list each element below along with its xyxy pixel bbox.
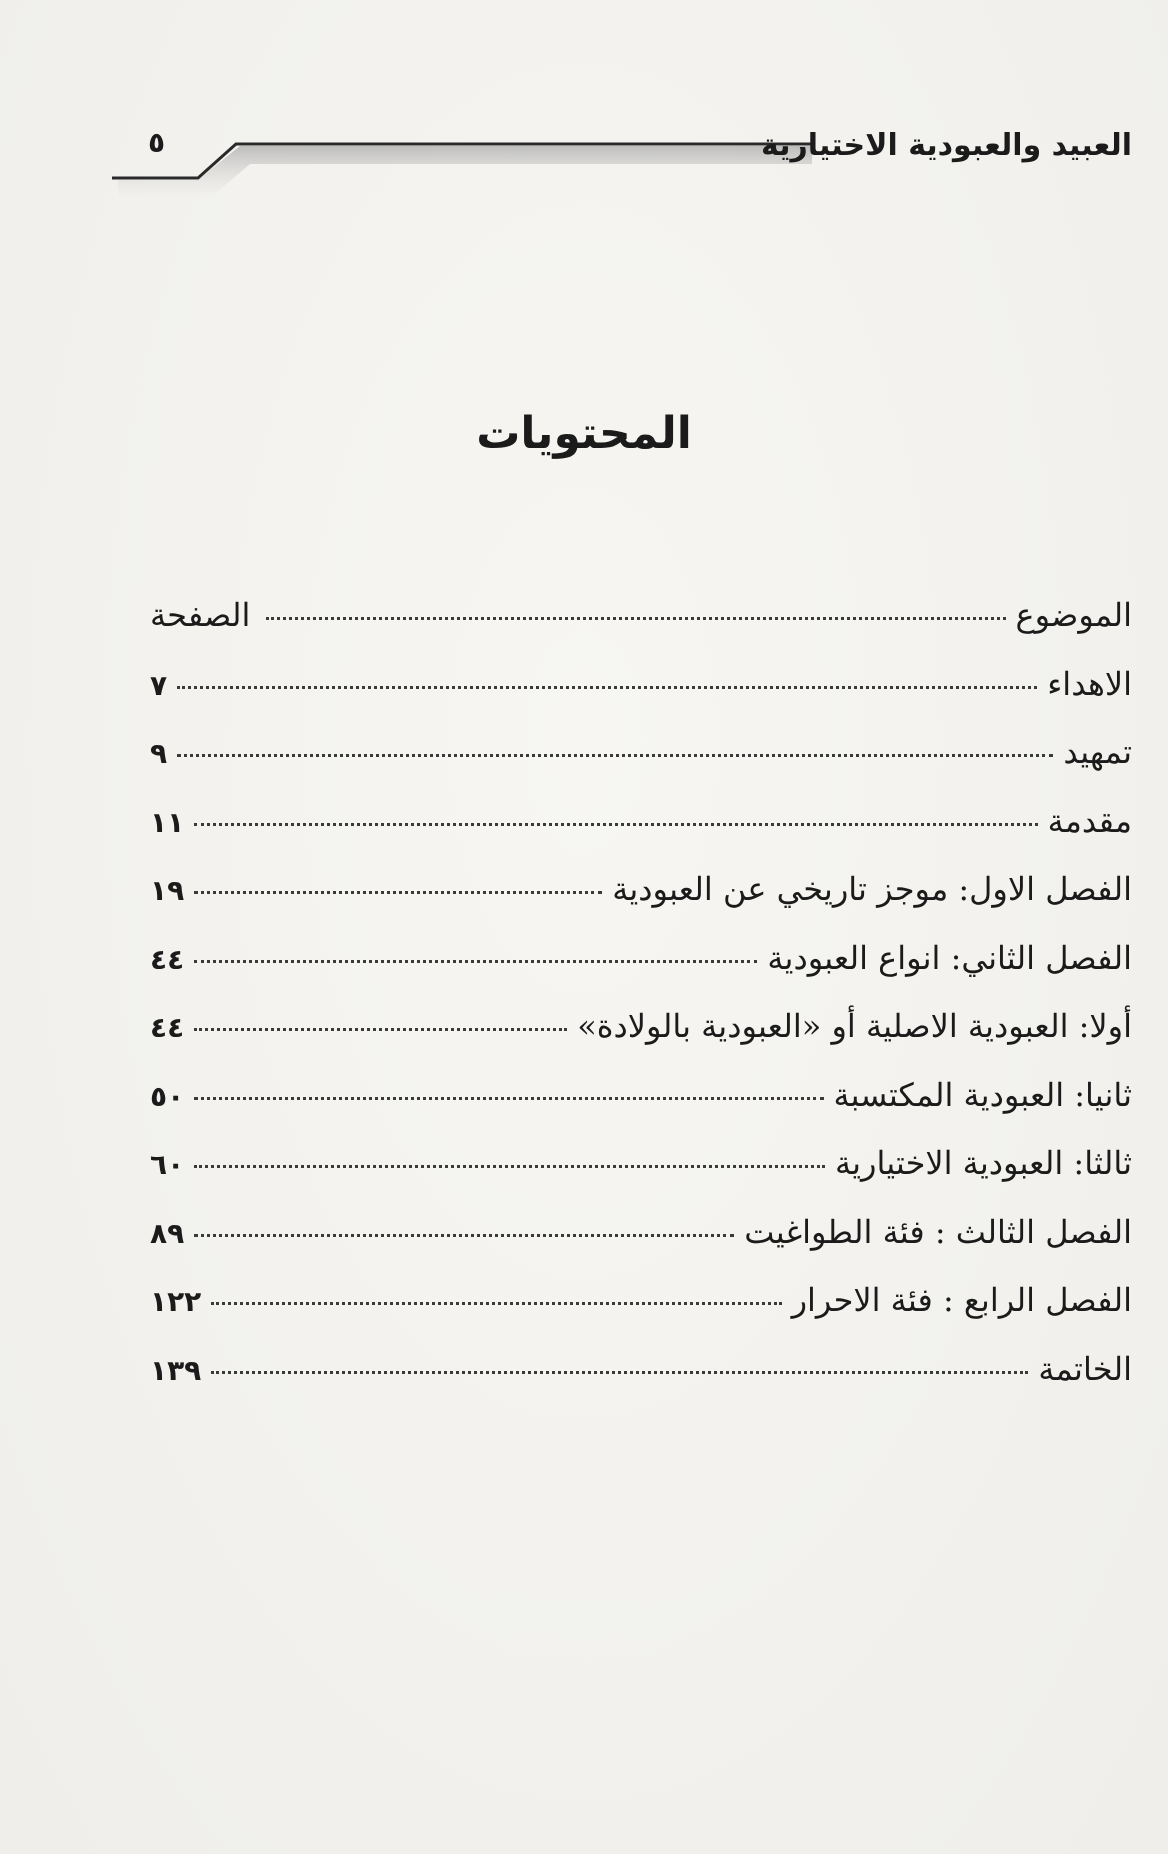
dot-leader (194, 1234, 734, 1237)
toc-entry[interactable] (150, 1350, 1132, 1419)
toc-entry-page-number: ١٢٢ (150, 1285, 202, 1318)
toc-entry-label: الفصل الثاني: انواع العبودية (767, 938, 1132, 977)
dot-leader (194, 891, 602, 894)
dot-leader (194, 960, 757, 963)
toc-entry-page-number: ١٩ (150, 874, 185, 907)
toc-entry-label: مقدمة (1047, 801, 1132, 840)
toc-entry[interactable] (150, 870, 1132, 939)
running-header (0, 118, 1168, 208)
toc-entry-label: الفصل الثالث : فئة الطواغيت (744, 1212, 1132, 1251)
dot-leader (211, 1302, 781, 1305)
dot-leader (194, 823, 1037, 826)
toc-entry-label: الخاتمة (1038, 1349, 1132, 1388)
toc-entry-label: تمهيد (1063, 733, 1132, 771)
toc-entry[interactable] (150, 802, 1132, 871)
toc-entry[interactable] (150, 1281, 1132, 1350)
toc-entry-label: الفصل الرابع : فئة الاحرار (791, 1281, 1132, 1319)
toc-topic-column-label: الموضوع (1015, 596, 1132, 634)
toc-entry-page-number: ٤٤ (150, 1011, 185, 1044)
toc-entry-label: الاهداء (1047, 664, 1132, 703)
toc-entry[interactable] (150, 1213, 1132, 1282)
dot-leader (194, 1097, 823, 1100)
toc-entry[interactable] (150, 1076, 1132, 1145)
toc-entry-page-number: ٤٤ (150, 942, 185, 976)
dot-leader (194, 1165, 825, 1168)
dot-leader (266, 617, 1005, 620)
dot-leader (211, 1371, 1028, 1374)
toc-entry-label: الفصل الاول: موجز تاريخي عن العبودية (612, 870, 1132, 908)
toc-entry-page-number: ٦٠ (150, 1148, 185, 1181)
toc-entry[interactable] (150, 1144, 1132, 1213)
toc-entry-page-number: ٧ (150, 668, 168, 702)
toc-entry-label: أولا: العبودية الاصلية أو «العبودية بالولادة» (577, 1007, 1132, 1045)
dot-leader (177, 686, 1037, 689)
dot-leader (177, 754, 1053, 757)
toc-entry[interactable] (150, 1007, 1132, 1076)
toc-entry-page-number: ١١ (150, 805, 185, 839)
toc-entry-label: ثانيا: العبودية المكتسبة (833, 1075, 1132, 1114)
toc-entries (150, 665, 1132, 1419)
toc-entry-page-number: ٨٩ (150, 1216, 185, 1250)
toc-entry-page-number: ٩ (150, 737, 168, 770)
toc-page-column-label: الصفحة (150, 596, 251, 634)
dot-leader (194, 1028, 567, 1031)
toc-entry-label: ثالثا: العبودية الاختيارية (834, 1144, 1132, 1182)
toc-header-row (150, 596, 1132, 665)
running-header-page-number: ٥ (148, 126, 166, 159)
toc-entry[interactable] (150, 733, 1132, 802)
toc-entry-page-number: ١٣٩ (150, 1353, 202, 1387)
table-of-contents (150, 596, 1132, 1418)
page-title: المحتويات (476, 408, 692, 459)
toc-entry[interactable] (150, 939, 1132, 1008)
running-header-title: العبيد والعبودية الاختيارية (761, 128, 1132, 163)
toc-entry[interactable] (150, 665, 1132, 734)
toc-entry-page-number: ٥٠ (150, 1079, 185, 1113)
